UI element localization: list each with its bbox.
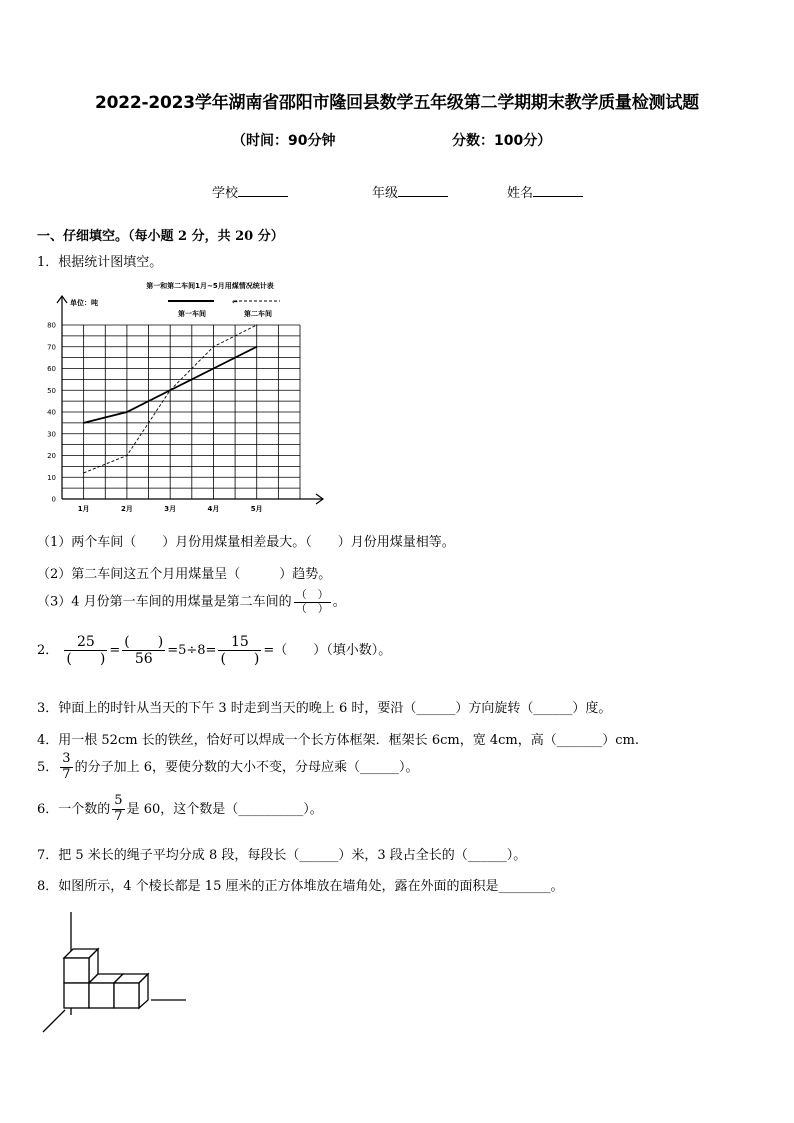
q1-part3-numerator: （ ）: [295, 588, 329, 601]
cube-bottom-1: [64, 983, 89, 1008]
q2-frac1-num: 25: [64, 634, 107, 651]
school-field: [212, 182, 288, 201]
exam-time: （时间：90分钟: [232, 133, 336, 149]
y-tick-label: 30: [47, 430, 56, 439]
cube-stacked: [64, 958, 89, 983]
chart-unit: 单位：吨: [70, 299, 98, 307]
data-point: [83, 422, 84, 423]
legend-arrow-left: ←: [232, 298, 238, 306]
q6-num: 5: [114, 793, 123, 808]
y-tick-label: 70: [47, 343, 56, 352]
chart-title: 第一和第二车间1月~5月用煤情况统计表: [146, 282, 274, 290]
q2-frac2-num: ( ): [124, 634, 164, 650]
grade-label: 年级: [372, 186, 399, 201]
cube-bottom-3: [114, 983, 139, 1008]
q3: 3．钟面上的时针从当天的下午 3 时走到当天的晚上 6 时，要沿（______）方向旋转（______）度。: [37, 701, 612, 716]
q6: [37, 794, 323, 825]
x-tick-label: 5月: [250, 505, 263, 513]
q7: 7．把 5 米长的绳子平均分成 8 段，每段长（______）米，3 段占全长的（______）。: [37, 848, 527, 863]
q1-part3-text: （3）4 月份第一车间的用煤量是第二车间的: [37, 594, 292, 610]
data-point: [213, 346, 214, 347]
q5-text: 的分子加上 6，要使分数的大小不变，分母应乘（______）。: [74, 759, 419, 775]
q6-den: 7: [114, 808, 123, 824]
q2-label: 2．: [37, 643, 59, 659]
q1-part3-denominator: （ ）: [295, 601, 329, 615]
q1-part1: （1）两个车间（ ）月份用煤量相差最大。（ ）月份用煤量相等。: [37, 535, 455, 550]
y-tick-label: 80: [47, 321, 56, 330]
data-point: [256, 346, 257, 347]
x-tick-label: 4月: [207, 505, 220, 513]
q2-end: =（ ）（填小数）。: [263, 643, 392, 659]
y-tick-label: 60: [47, 365, 56, 373]
data-point: [126, 455, 127, 456]
q1-part3: [37, 589, 346, 615]
q2-frac2-den: 56: [134, 651, 153, 668]
data-point: [213, 368, 214, 369]
q2-frac3-den: ( ): [220, 651, 260, 668]
q4: 4．用一根 52cm 长的铁丝，恰好可以焊成一个长方体框架．框架长 6cm，宽 4cm，高（_______）cm.: [37, 733, 639, 748]
q5-label: 5．: [37, 759, 59, 775]
data-point: [126, 411, 127, 412]
cube-bottom-2: [89, 983, 114, 1008]
exam-score: 分数：100分）: [452, 133, 552, 149]
q5: [37, 752, 418, 783]
wall-edge-diagonal: [43, 1010, 65, 1032]
y-tick-label: 20: [47, 452, 56, 460]
q2-frac1-den: ( ): [66, 651, 106, 668]
x-tick-label: 2月: [120, 505, 133, 513]
q2: [37, 634, 391, 667]
q2-equals: =: [109, 643, 121, 659]
q5-den: 7: [62, 766, 71, 782]
q5-num: 3: [62, 751, 71, 766]
q1-part2: （2）第二车间这五个月用煤量呈（ ）趋势。: [37, 567, 332, 582]
data-point: [83, 472, 84, 473]
y-tick-label: 10: [47, 473, 56, 482]
name-field: [507, 182, 583, 201]
q1-part3-end: 。: [332, 594, 346, 610]
cube-corner-figure: [38, 912, 198, 1037]
y-tick-label: 40: [47, 408, 56, 417]
section-heading: 一、仔细填空。（每小题 2 分，共 20 分）: [37, 229, 284, 244]
q6-label: 6．一个数的: [37, 801, 111, 817]
q1-stem: 1．根据统计图填空。: [37, 255, 163, 270]
school-label: 学校: [212, 186, 239, 201]
data-point: [170, 390, 171, 391]
q8: 8．如图所示，4 个棱长都是 15 厘米的正方体堆放在墙角处，露在外面的面积是________。: [37, 879, 564, 894]
legend-series-1: 第一车间: [178, 310, 206, 318]
page-title: 2022-2023学年湖南省邵阳市隆回县数学五年级第二学期期末教学质量检测试题: [95, 93, 699, 113]
q6-text: 是 60，这个数是（__________）。: [126, 801, 323, 817]
data-point: [256, 324, 257, 325]
q2-mid: =5÷8=: [167, 643, 217, 659]
y-tick-label: 50: [47, 386, 56, 395]
name-label: 姓名: [507, 186, 534, 201]
legend-series-2: 第二车间: [244, 310, 272, 318]
x-tick-label: 1月: [77, 505, 90, 513]
grade-field: [372, 182, 448, 201]
coal-usage-chart: [40, 278, 330, 518]
y-tick-label: 0: [51, 495, 56, 504]
q2-frac3-num: 15: [218, 634, 261, 651]
x-tick-label: 3月: [164, 505, 177, 513]
